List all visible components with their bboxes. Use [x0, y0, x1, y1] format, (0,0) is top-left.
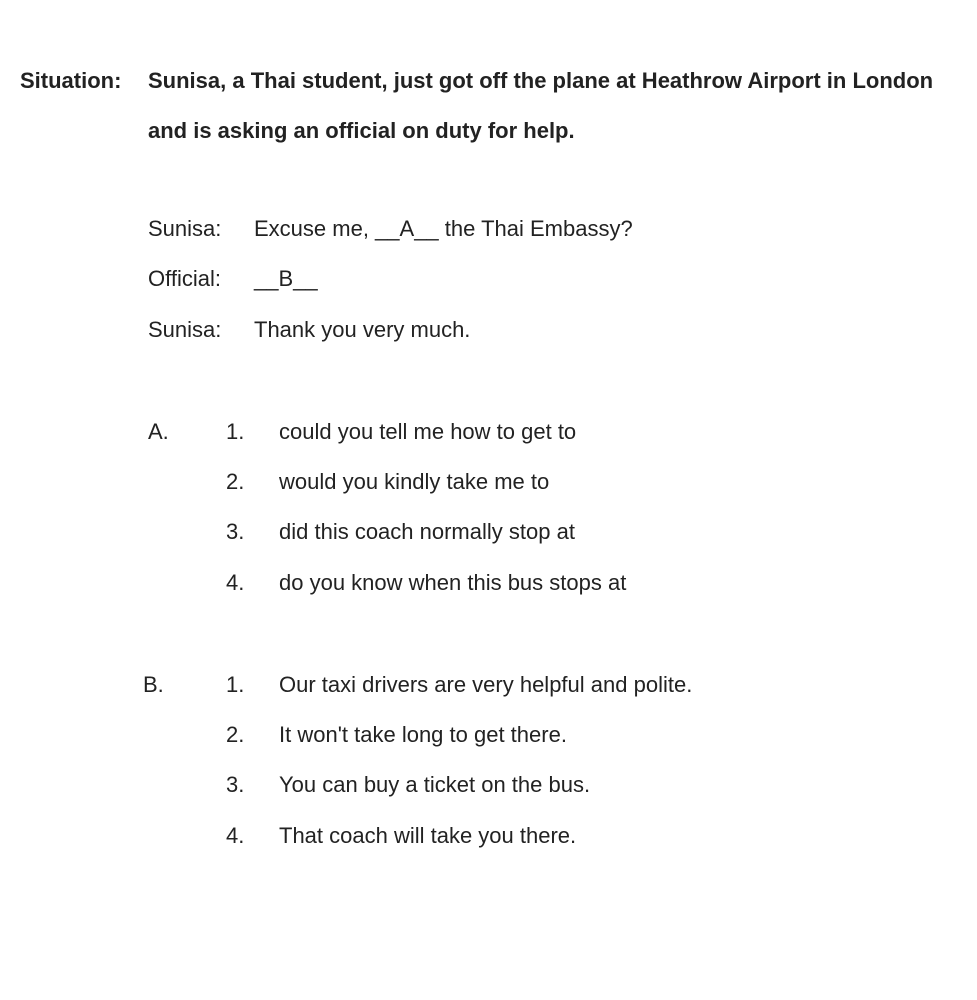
option-number: 4.: [226, 823, 245, 848]
option-number: 4.: [226, 570, 245, 595]
situation-text-line-1: Sunisa, a Thai student, just got off the plane at Heathrow Airport in London: [148, 68, 934, 93]
option-number: 2.: [226, 722, 245, 747]
dialogue-line: __B__: [254, 266, 318, 291]
dialogue-speaker: Sunisa:: [148, 317, 222, 342]
option-number: 1.: [226, 419, 245, 444]
option-text: did this coach normally stop at: [279, 519, 575, 544]
situation-label: Situation:: [20, 68, 122, 93]
question-b-label: B.: [143, 672, 164, 697]
option-number: 2.: [226, 469, 245, 494]
option-text: would you kindly take me to: [279, 469, 550, 494]
option-text: Our taxi drivers are very helpful and polite.: [279, 672, 693, 697]
option-text: could you tell me how to get to: [279, 419, 577, 444]
option-text: It won't take long to get there.: [279, 722, 567, 747]
dialogue-line: Excuse me, __A__ the Thai Embassy?: [254, 216, 633, 241]
dialogue-line: Thank you very much.: [254, 317, 471, 342]
dialogue-speaker: Official:: [148, 266, 221, 291]
option-number: 1.: [226, 672, 245, 697]
situation-text-line-2: and is asking an official on duty for help.: [148, 118, 575, 143]
option-text: That coach will take you there.: [279, 823, 577, 848]
question-a-label: A.: [148, 419, 169, 444]
dialogue-speaker: Sunisa:: [148, 216, 222, 241]
option-text: do you know when this bus stops at: [279, 570, 627, 595]
option-number: 3.: [226, 519, 245, 544]
option-text: You can buy a ticket on the bus.: [279, 772, 591, 797]
option-number: 3.: [226, 772, 245, 797]
